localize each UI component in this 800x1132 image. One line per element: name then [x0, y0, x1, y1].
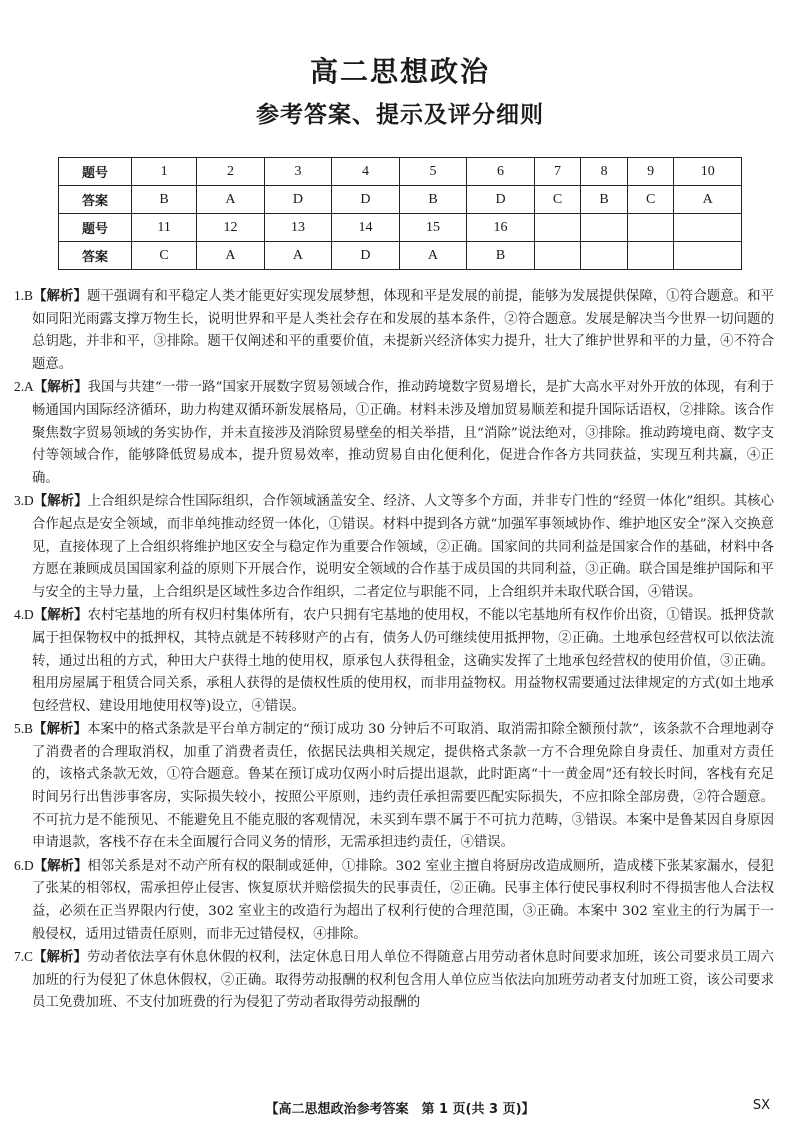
- question-number-cell: 7: [534, 158, 581, 186]
- answer-cell: D: [332, 242, 400, 270]
- answer-cell: D: [467, 186, 535, 214]
- question-number-cell: 9: [627, 158, 674, 186]
- explanation-text: 上合组织是综合性国际组织，合作领域涵盖安全、经济、人文等多个方面，并非专门性的“经贸一体化”组织。其核心合作起点是安全领域，而非单纯推动经贸一体化，①错误。材料中提到各方就“加强军事领域协作、维护地区安全”深入交换意见，直接体现了上合组织将维护地区安全与稳定作为重要合作领域，②正确。国家间的共同利益是国家合作的基础，材料中各方愿在兼顾成员国国家利益的原则下开展合作，说明安全领域的合作基于成员国的共同利益，③正确。联合国是维护国际和平与安全的主导力量，上合组织是区域性多边合作组织，二者定位与职能不同，上合组织并未取代联合国，④错误。: [32, 494, 774, 600]
- answer-cell: A: [197, 186, 265, 214]
- answer-cell: [581, 242, 628, 270]
- analysis-tag: 【解析】: [33, 380, 88, 396]
- answer-table: [58, 157, 742, 270]
- explanation-item: [14, 490, 774, 604]
- explanation-item: [14, 604, 774, 718]
- explanation-text: 相邻关系是对不动产所有权的限制或延伸，①排除。302 室业主擅自将厨房改造成厕所，造成楼下张某家漏水，侵犯了张某的相邻权，需承担停止侵害、恢复原状并赔偿损失的民事责任，②正确。民事主体行使民事权利时不得损害他人合法权益，必须在正当界限内行使，302 室业主的改造行为超出了权利行使的合理范围，③正确。本案中 302 室业主的行为属于一般侵权，适用过错责任原则，而非无过错侵权，④排除。: [32, 858, 775, 942]
- explanation-text: 题干强调有和平稳定人类才能更好实现发展梦想，体现和平是发展的前提，能够为发展提供保障，①符合题意。和平如同阳光雨露支撑万物生长，说明世界和平是人类社会存在和发展的基本条件，②符合题意。发展是解决当今世界一切问题的总钥匙，并非和平，③排除。题干仅阐述和平的重要价值，未提新兴经济体实力提升，壮大了维护世界和平的力量，④不符合题意。: [32, 289, 775, 372]
- answer-cell: B: [132, 186, 197, 214]
- question-number-cell: 13: [264, 214, 332, 242]
- answer-cell: A: [197, 242, 265, 270]
- answer-label-cell: 答案: [59, 186, 132, 214]
- answer-cell: D: [332, 186, 400, 214]
- answer-cell: [627, 242, 674, 270]
- question-answer-label: 2.A: [14, 379, 34, 395]
- question-number-cell: 14: [332, 214, 400, 242]
- explanation-item: [14, 855, 774, 946]
- footer-text: 【高二思想政治参考答案 第 1 页(共 3 页)】: [265, 1102, 535, 1117]
- question-number-cell: [534, 214, 581, 242]
- answer-cell: C: [132, 242, 197, 270]
- document-title: 高二思想政治: [309, 55, 490, 88]
- question-number-cell: 5: [399, 158, 467, 186]
- page-footer: [0, 1098, 800, 1117]
- question-number-cell: 10: [674, 158, 742, 186]
- explanation-item: [14, 376, 774, 490]
- analysis-tag: 【解析】: [33, 608, 88, 624]
- explanation-text: 农村宅基地的所有权归村集体所有，农户只拥有宅基地的使用权，不能以宅基地所有权作价出资，①错误。抵押贷款属于担保物权中的抵押权，其特点就是不转移财产的占有，债务人仍可继续使用抵押物，②正确。土地承包经营权可以依法流转，通过出租的方式，种田大户获得土地的使用权，原承包人获得租金，这确实发挥了土地承包经营权的使用价值，③正确。租用房屋属于租赁合同关系，承租人获得的是债权性质的使用权，而非用益物权。用益物权需要通过法律规定的方式(如土地承包经营权、建设用地使用权等)设立，④错误。: [32, 608, 775, 714]
- answer-cell: C: [627, 186, 674, 214]
- answer-row: [59, 242, 742, 270]
- question-number-cell: 6: [467, 158, 535, 186]
- analysis-tag: 【解析】: [32, 722, 88, 738]
- answer-cell: [534, 242, 581, 270]
- answer-cell: A: [264, 242, 332, 270]
- explanation-item: [14, 285, 774, 376]
- explanations-section: [14, 285, 774, 1015]
- question-number-cell: 15: [399, 214, 467, 242]
- answer-cell: B: [581, 186, 628, 214]
- question-number-cell: 16: [467, 214, 535, 242]
- question-answer-label: 1.B: [14, 288, 33, 303]
- explanation-item: [14, 718, 774, 855]
- question-number-row: [59, 214, 742, 242]
- answer-row: [59, 186, 742, 214]
- document-subtitle: 参考答案、提示及评分细则: [256, 102, 544, 128]
- question-answer-label: 6.D: [14, 857, 34, 873]
- answer-cell: [674, 242, 742, 270]
- question-answer-label: 7.C: [14, 949, 33, 965]
- question-answer-label: 4.D: [14, 607, 34, 623]
- question-answer-label: 3.D: [14, 493, 34, 509]
- question-label-cell: 题号: [59, 214, 132, 242]
- answer-cell: A: [674, 186, 742, 214]
- question-number-cell: [581, 214, 628, 242]
- question-number-row: [59, 158, 742, 186]
- answer-cell: B: [467, 242, 535, 270]
- answer-label-cell: 答案: [59, 242, 132, 270]
- question-number-cell: [627, 214, 674, 242]
- question-number-cell: 3: [264, 158, 332, 186]
- explanation-text: 本案中的格式条款是平台单方制定的“预订成功 30 分钟后不可取消、取消需扣除全额预付款”，该条款不合理地剥夺了消费者的合理取消权，加重了消费者责任，依据民法典相关规定，提供格式条款一方不合理免除自身责任、加重对方责任的，该格式条款无效，①符合题意。鲁某在预订成功仅两小时后提出退款，此时距离“十一黄金周”还有较长时间，客栈有充足时间另行出售涉事客房，实际损失较小，按照公平原则，违约责任承担需要匹配实际损失，不应扣除全部房费，②符合题意。不可抗力是不能预见、不能避免且不能克服的客观情况，未买到车票不属于不可抗力范畴，③错误。本案中是鲁某因自身原因申请退款，客栈不存在未全面履行合同义务的情形，无需承担违约责任，④错误。: [32, 722, 775, 851]
- analysis-tag: 【解析】: [32, 289, 87, 304]
- answer-cell: C: [534, 186, 581, 214]
- answer-cell: D: [264, 186, 332, 214]
- footer-code: SX: [752, 1098, 770, 1113]
- analysis-tag: 【解析】: [33, 858, 88, 874]
- question-answer-label: 5.B: [14, 721, 33, 737]
- question-number-cell: 4: [332, 158, 400, 186]
- question-label-cell: 题号: [59, 158, 132, 186]
- question-number-cell: 1: [132, 158, 197, 186]
- question-number-cell: 2: [197, 158, 265, 186]
- question-number-cell: [674, 214, 742, 242]
- explanation-text: 我国与共建“一带一路”国家开展数字贸易领域合作，推动跨境数字贸易增长，是扩大高水平对外开放的体现，有利于畅通国内国际经济循环，助力构建双循环新发展格局，①正确。材料未涉及增加贸易顺差和提升国际话语权，②排除。该合作聚焦数字贸易领域的务实协作，并未直接涉及消除贸易壁垒的相关举措，且“消除”说法绝对，③排除。推动跨境电商、数字支付等领域合作，能够降低贸易成本，提升贸易效率，推动贸易自由化便利化，促进合作各方共同获益，实现互利共赢，④正确。: [32, 380, 774, 486]
- answer-cell: A: [399, 242, 467, 270]
- explanation-item: [14, 946, 774, 1015]
- analysis-tag: 【解析】: [33, 494, 88, 510]
- question-number-cell: 12: [197, 214, 265, 242]
- question-number-cell: 11: [132, 214, 197, 242]
- question-number-cell: 8: [581, 158, 628, 186]
- analysis-tag: 【解析】: [32, 950, 87, 966]
- answer-cell: B: [399, 186, 467, 214]
- explanation-text: 劳动者依法享有休息休假的权利，法定休息日用人单位不得随意占用劳动者休息时间要求加班，该公司要求员工周六加班的行为侵犯了休息休假权，②正确。取得劳动报酬的权利包含用人单位应当依法向加班劳动者支付加班工资，该公司要求员工免费加班、不支付加班费的行为侵犯了劳动者取得劳动报酬的: [32, 950, 775, 1011]
